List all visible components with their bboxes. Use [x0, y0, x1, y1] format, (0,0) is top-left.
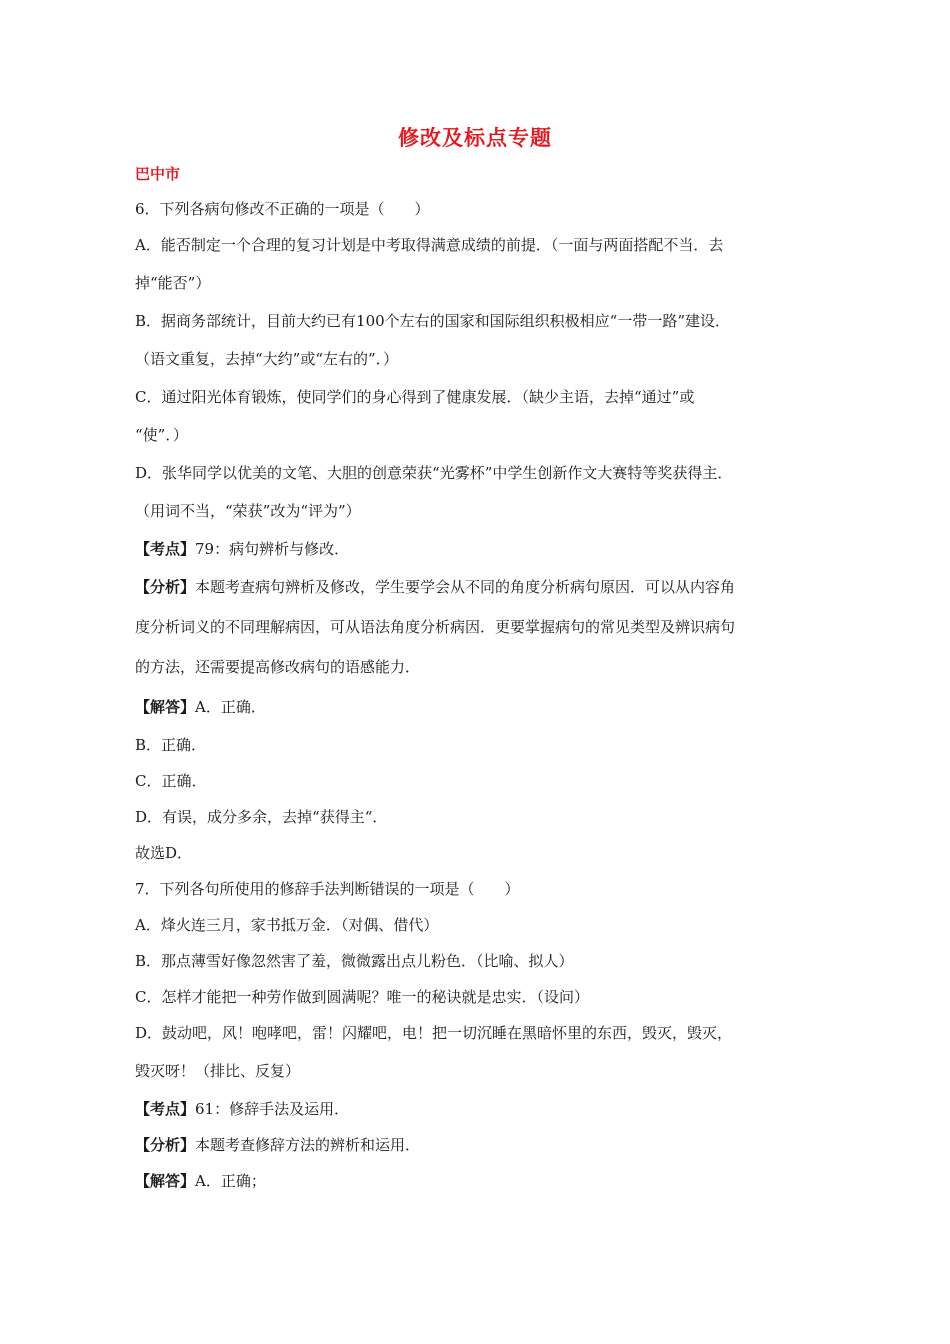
text-line	[135, 771, 206, 791]
text-line	[135, 539, 349, 559]
line-text: C．怎样才能把一种劳作做到圆满呢？唯一的秘诀就是忠实．（设问）	[135, 988, 589, 1006]
text-line	[135, 1171, 266, 1191]
text-line	[135, 735, 206, 755]
line-text: B．据商务部统计，目前大约已有100个左右的国家和国际组织积极相应“一带一路”建设．	[135, 312, 730, 330]
line-text: A．正确；	[195, 1172, 266, 1190]
line-text: B．那点薄雪好像忽然害了羞，微微露出点儿粉色．（比喻、拟人）	[135, 952, 574, 970]
text-line	[135, 311, 730, 331]
document-title: 修改及标点专题	[398, 126, 552, 150]
line-text: （语文重复，去掉“大约”或“左右的”．）	[135, 350, 399, 368]
text-line	[135, 807, 387, 827]
line-text: 的方法，还需要提高修改病句的语感能力．	[135, 658, 421, 676]
line-text: 掉“能否”）	[135, 274, 211, 292]
text-line	[135, 1023, 732, 1043]
line-text: 79：病句辨析与修改．	[195, 540, 350, 558]
text-line	[135, 273, 210, 293]
line-text: 本题考查修辞方法的辨析和运用．	[195, 1136, 421, 1154]
line-text: 故选D．	[135, 844, 193, 862]
text-line	[135, 915, 438, 935]
text-line	[135, 199, 430, 219]
line-text: 61：修辞手法及运用．	[195, 1100, 350, 1118]
text-line	[135, 1061, 300, 1081]
text-line	[135, 879, 520, 899]
line-text: 本题考查病句辨析及修改，学生要学会从不同的角度分析病句原因．可以从内容角	[195, 578, 736, 596]
text-line	[135, 501, 361, 521]
text-line	[135, 349, 398, 369]
text-line	[135, 1099, 349, 1119]
text-line	[135, 951, 574, 971]
line-text: 毁灭呀！（排比、反复）	[135, 1062, 301, 1080]
text-line	[135, 425, 188, 445]
line-tag: 【考点】	[135, 540, 196, 558]
text-line	[135, 617, 735, 637]
line-text: A．能否制定一个合理的复习计划是中考取得满意成绩的前提．（一面与两面搭配不当．去	[135, 236, 724, 254]
line-text: C．通过阳光体育锻炼，使同学们的身心得到了健康发展．（缺少主语，去掉“通过”或	[135, 388, 695, 406]
text-line	[135, 697, 266, 717]
line-text: （用词不当，“荣获”改为“评为”）	[135, 502, 361, 520]
line-tag: 【分析】	[135, 578, 196, 596]
text-line	[135, 843, 192, 863]
text-line	[135, 387, 694, 407]
text-line	[135, 577, 735, 597]
text-line	[135, 235, 723, 255]
line-text: D．张华同学以优美的文笔、大胆的创意荣获“光雾杯”中学生创新作文大赛特等奖获得主．	[135, 464, 733, 482]
text-line	[135, 987, 589, 1007]
line-text: D．有误，成分多余，去掉“获得主“．	[135, 808, 388, 826]
line-text: 6．下列各病句修改不正确的一项是（ ）	[135, 200, 430, 218]
section-heading: 巴中市	[135, 165, 181, 183]
line-text: A．烽火连三月，家书抵万金．（对偶、借代）	[135, 916, 439, 934]
line-text: 度分析词义的不同理解病因，可从语法角度分析病因．更要掌握病句的常见类型及辨识病句	[135, 618, 736, 636]
line-tag: 【解答】	[135, 1172, 196, 1190]
line-text: 7．下列各句所使用的修辞手法判断错误的一项是（ ）	[135, 880, 520, 898]
text-line	[135, 1135, 420, 1155]
line-tag: 【考点】	[135, 1100, 196, 1118]
text-line	[135, 657, 420, 677]
line-tag: 【分析】	[135, 1136, 196, 1154]
line-text: A．正确．	[195, 698, 266, 716]
text-line	[135, 463, 732, 483]
line-text: “使”．）	[135, 426, 188, 444]
line-text: B．正确．	[135, 736, 207, 754]
line-text: D．鼓动吧，风！咆哮吧，雷！闪耀吧，电！把一切沉睡在黑暗怀里的东西，毁灭，毁灭，	[135, 1024, 733, 1042]
line-tag: 【解答】	[135, 698, 196, 716]
line-text: C．正确．	[135, 772, 207, 790]
